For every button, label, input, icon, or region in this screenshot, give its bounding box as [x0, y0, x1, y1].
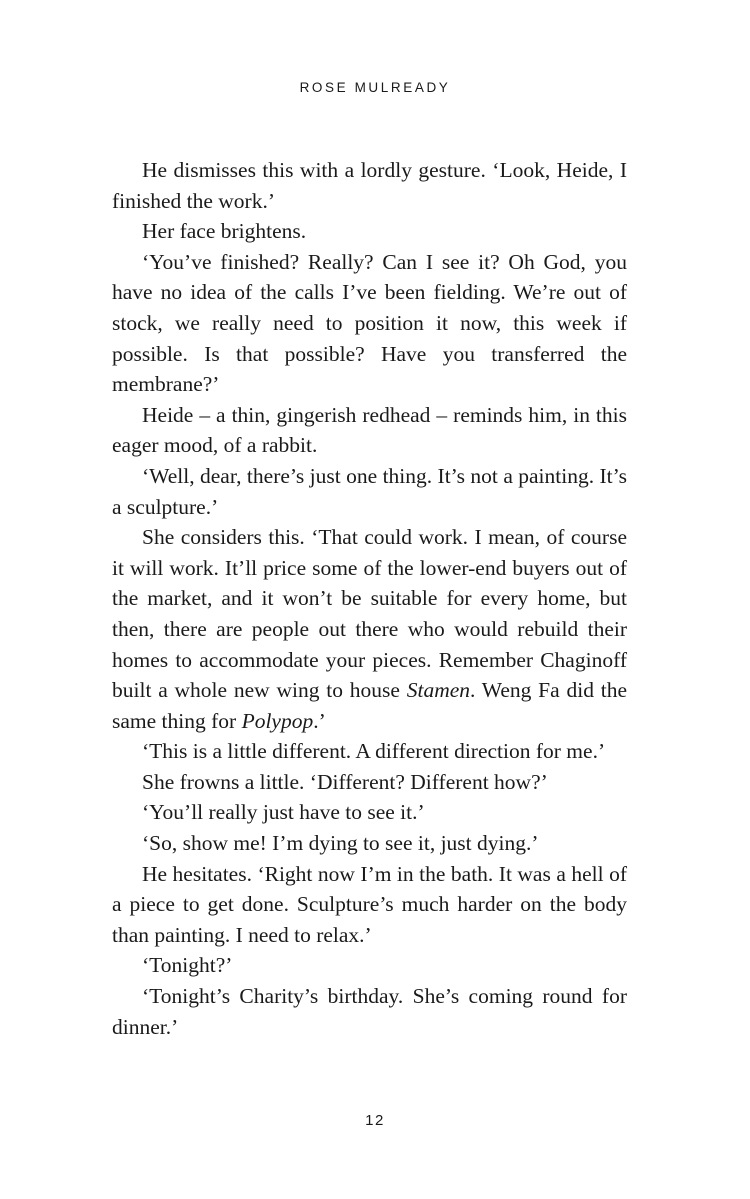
italic-title: Stamen: [406, 678, 471, 703]
paragraph: [112, 797, 627, 828]
paragraph: [112, 522, 627, 736]
text-run: ‘You’ll really just have to see it.’: [142, 800, 425, 825]
text-run: . Weng Fa did the same thing for: [112, 678, 627, 733]
italic-title: Polypop: [241, 708, 314, 733]
paragraph: [112, 247, 627, 400]
paragraph: [112, 461, 627, 522]
text-run: ‘This is a little different. A different direction for me.’: [142, 739, 606, 764]
paragraph: [112, 859, 627, 951]
paragraph: [112, 828, 627, 859]
text-run: She frowns a little. ‘Different? Different how?’: [142, 769, 548, 794]
text-run: ‘So, show me! I’m dying to see it, just dying.’: [142, 831, 539, 856]
paragraph: [112, 736, 627, 767]
text-run: ‘Tonight’s Charity’s birthday. She’s coming round for dinner.’: [112, 984, 627, 1039]
paragraph: [112, 767, 627, 798]
text-run: Heide – a thin, gingerish redhead – reminds him, in this eager mood, of a rabbit.: [112, 402, 627, 458]
text-run: ‘You’ve finished? Really? Can I see it? Oh God, you have no idea of the calls I’ve been fielding. We’re out of stock, we really need to position it now, this week if possible. Is that possible? Have you transferred the membrane?’: [112, 249, 627, 397]
page-number: 12: [365, 1112, 385, 1129]
text-run: ‘Tonight?’: [142, 953, 233, 978]
text-run: Her face brightens.: [142, 219, 307, 244]
paragraph: [112, 981, 627, 1042]
text-run: She considers this. ‘That could work. I mean, of course it will work. It’ll price some of the lower-end buyers out of the market, and it won’t be suitable for every home, but then, there are people out there who would rebuild their homes to accommodate your pieces. Remember Chaginoff built a whole new wing to house: [112, 525, 627, 703]
paragraph: [112, 950, 627, 981]
paragraph: [112, 400, 627, 461]
text-run: He dismisses this with a lordly gesture. ‘Look, Heide, I finished the work.’: [112, 158, 627, 213]
text-run: He hesitates. ‘Right now I’m in the bath. It was a hell of a piece to get done. Sculpture’s much harder on the body than painting. I need to relax.’: [112, 861, 627, 947]
paragraph: [112, 216, 627, 247]
body-text: [112, 155, 627, 1042]
text-run: ‘Well, dear, there’s just one thing. It’s not a painting. It’s a sculpture.’: [112, 463, 627, 519]
paragraph: [112, 155, 627, 216]
running-head: ROSE MULREADY: [299, 80, 451, 95]
text-run: .’: [313, 708, 326, 733]
